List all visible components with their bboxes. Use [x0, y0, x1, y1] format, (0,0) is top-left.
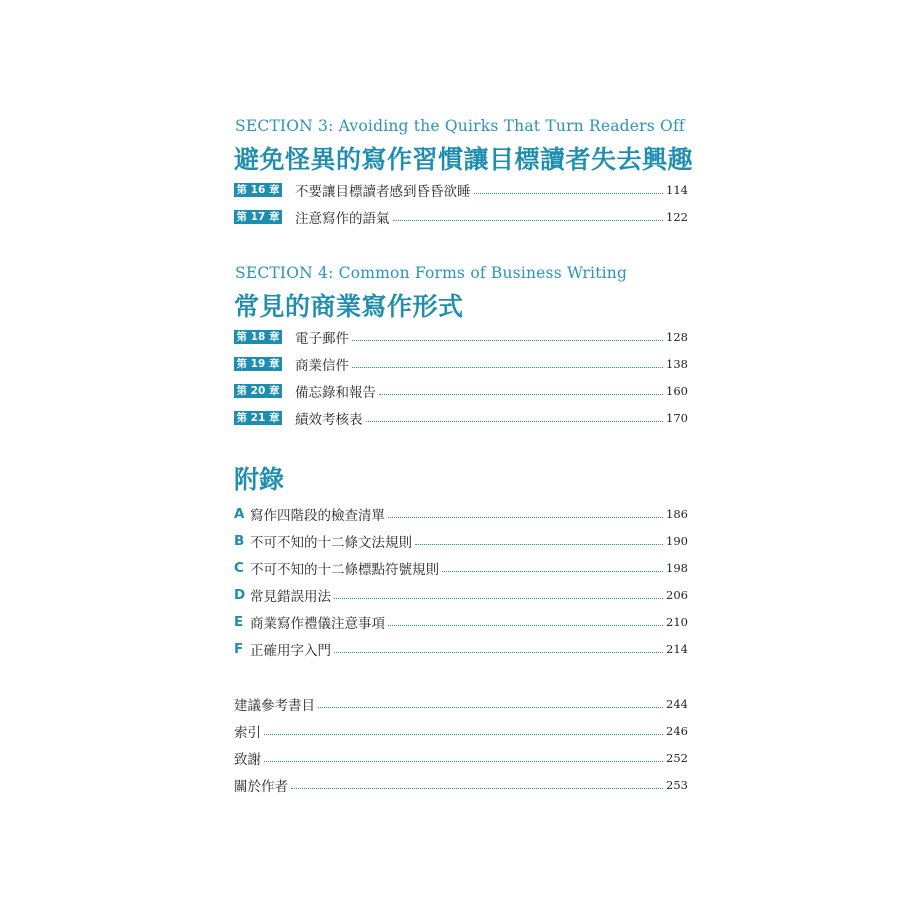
section-3-chinese-heading: 避免怪異的寫作習慣讓目標讀者失去興趣 — [234, 145, 694, 174]
page-number: 244 — [666, 697, 688, 711]
toc-entry-chapter-16[interactable] — [234, 180, 688, 200]
chapter-title: 注意寫作的語氣 — [295, 211, 390, 227]
section-4-english-heading: SECTION 4: Common Forms of Business Writing — [235, 264, 628, 282]
appendix-letter: B — [234, 533, 245, 549]
chapter-title: 不要讓目標讀者感到昏昏欲睡 — [295, 184, 471, 200]
toc-entry-appendix-a[interactable] — [234, 504, 688, 524]
page-number: 138 — [666, 357, 688, 371]
page-number: 186 — [666, 507, 688, 521]
toc-entry-appendix-c[interactable] — [234, 558, 688, 578]
toc-entry-appendix-b[interactable] — [234, 531, 688, 551]
toc-entry-index[interactable] — [234, 721, 688, 741]
dot-leader — [352, 340, 663, 341]
dot-leader — [352, 367, 663, 368]
appendix-letter: E — [234, 614, 244, 630]
page-number: 246 — [666, 724, 688, 738]
page-number: 206 — [666, 588, 688, 602]
chapter-badge: 第 16 章 — [234, 183, 282, 197]
dot-leader — [388, 625, 663, 626]
page-number: 122 — [666, 210, 688, 224]
section-4-chinese-heading: 常見的商業寫作形式 — [234, 292, 464, 321]
toc-entry-appendix-d[interactable] — [234, 585, 688, 605]
toc-entry-chapter-18[interactable] — [234, 327, 688, 347]
dot-leader — [264, 734, 663, 735]
dot-leader — [334, 652, 663, 653]
dot-leader — [264, 761, 663, 762]
toc-entry-chapter-20[interactable] — [234, 381, 688, 401]
dot-leader — [291, 788, 663, 789]
dot-leader — [334, 598, 663, 599]
chapter-title: 績效考核表 — [295, 412, 363, 428]
page-number: 252 — [666, 751, 688, 765]
chapter-title: 商業信件 — [295, 358, 349, 374]
dot-leader — [474, 193, 664, 194]
toc-entry-appendix-f[interactable] — [234, 639, 688, 659]
page-number: 253 — [666, 778, 688, 792]
page-number: 190 — [666, 534, 688, 548]
page-number: 214 — [666, 642, 688, 656]
page-number: 210 — [666, 615, 688, 629]
chapter-title: 電子郵件 — [295, 331, 349, 347]
appendix-title: 常見錯誤用法 — [250, 589, 331, 605]
chapter-title: 備忘錄和報告 — [295, 385, 376, 401]
appendix-letter: F — [234, 641, 244, 657]
toc-entry-about-author[interactable] — [234, 775, 688, 795]
backmatter-title: 致謝 — [234, 752, 261, 768]
page-number: 160 — [666, 384, 688, 398]
appendix-title: 不可不知的十二條文法規則 — [250, 535, 412, 551]
backmatter-title: 索引 — [234, 725, 261, 741]
chapter-badge: 第 20 章 — [234, 384, 282, 398]
page-number: 198 — [666, 561, 688, 575]
toc-entry-chapter-21[interactable] — [234, 408, 688, 428]
dot-leader — [379, 394, 663, 395]
toc-entry-appendix-e[interactable] — [234, 612, 688, 632]
backmatter-title: 建議參考書目 — [234, 698, 315, 714]
appendix-title: 不可不知的十二條標點符號規則 — [250, 562, 439, 578]
dot-leader — [415, 544, 663, 545]
dot-leader — [393, 220, 664, 221]
page-number: 170 — [666, 411, 688, 425]
chapter-badge: 第 17 章 — [234, 210, 282, 224]
toc-entry-chapter-17[interactable] — [234, 207, 688, 227]
page-number: 128 — [666, 330, 688, 344]
appendix-letter: A — [234, 506, 245, 522]
dot-leader — [388, 517, 663, 518]
dot-leader — [366, 421, 664, 422]
appendix-title: 商業寫作禮儀注意事項 — [250, 616, 385, 632]
chapter-badge: 第 21 章 — [234, 411, 282, 425]
appendix-title: 正確用字入門 — [250, 643, 331, 659]
toc-entry-chapter-19[interactable] — [234, 354, 688, 374]
section-3-english-heading: SECTION 3: Avoiding the Quirks That Turn Readers Off — [235, 117, 685, 135]
appendix-letter: C — [234, 560, 244, 576]
appendix-title: 寫作四階段的檢查清單 — [250, 508, 385, 524]
backmatter-title: 關於作者 — [234, 779, 288, 795]
chapter-badge: 第 18 章 — [234, 330, 282, 344]
toc-entry-acknowledgements[interactable] — [234, 748, 688, 768]
dot-leader — [442, 571, 663, 572]
chapter-badge: 第 19 章 — [234, 357, 282, 371]
toc-entry-bibliography[interactable] — [234, 694, 688, 714]
appendix-heading: 附錄 — [234, 465, 285, 494]
page-number: 114 — [666, 183, 688, 197]
dot-leader — [318, 707, 663, 708]
appendix-letter: D — [234, 587, 246, 603]
